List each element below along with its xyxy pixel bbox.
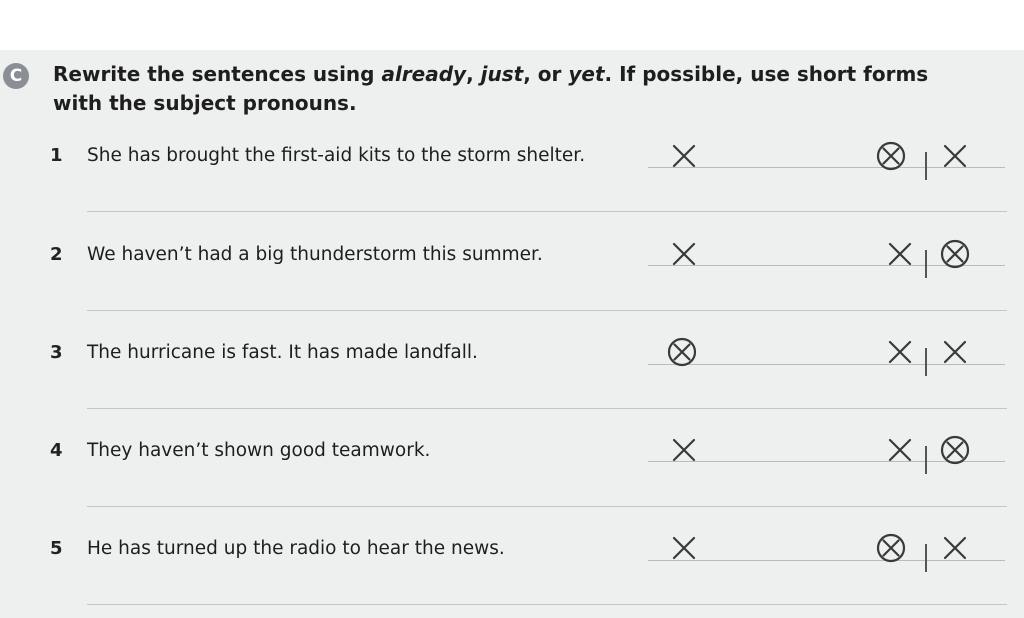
item-3-divider bbox=[925, 348, 927, 376]
x-icon bbox=[885, 337, 915, 367]
item-3-mark-2 bbox=[885, 337, 915, 367]
instruction-part-2: . If possible, use short forms with the subject pronouns. bbox=[53, 62, 929, 115]
item-3-mark-1 bbox=[667, 337, 697, 367]
item-4-divider bbox=[925, 446, 927, 474]
answer-line-second[interactable] bbox=[87, 506, 1007, 507]
keyword-just: just bbox=[480, 62, 524, 86]
instruction-text bbox=[53, 60, 953, 118]
item-1-mark-1 bbox=[669, 141, 699, 171]
keyword-already: already bbox=[381, 62, 467, 86]
item-1-mark-3 bbox=[940, 141, 970, 171]
item-sentence: They haven’t shown good teamwork. bbox=[87, 440, 431, 461]
answer-line-second[interactable] bbox=[87, 604, 1007, 605]
item-3-mark-3 bbox=[940, 337, 970, 367]
item-sentence: We haven’t had a big thunderstorm this summer. bbox=[87, 244, 543, 265]
answer-line-second[interactable] bbox=[87, 408, 1007, 409]
item-4-mark-1 bbox=[669, 435, 699, 465]
answer-line-second[interactable] bbox=[87, 211, 1007, 212]
item-number: 5 bbox=[50, 538, 63, 559]
x-icon bbox=[669, 533, 699, 563]
x-icon bbox=[940, 533, 970, 563]
x-icon bbox=[940, 141, 970, 171]
item-sentence: He has turned up the radio to hear the news. bbox=[87, 538, 505, 559]
circled-x-icon bbox=[876, 141, 906, 171]
item-5-mark-2 bbox=[876, 533, 906, 563]
x-icon bbox=[669, 239, 699, 269]
item-5-mark-1 bbox=[669, 533, 699, 563]
item-number: 1 bbox=[50, 145, 63, 166]
x-icon bbox=[885, 435, 915, 465]
item-1-mark-2 bbox=[876, 141, 906, 171]
circled-x-icon bbox=[940, 239, 970, 269]
item-1-divider bbox=[925, 152, 927, 180]
x-icon bbox=[940, 337, 970, 367]
instruction-separator-2: , or bbox=[523, 62, 569, 86]
item-number: 4 bbox=[50, 440, 63, 461]
item-sentence: The hurricane is fast. It has made landfall. bbox=[87, 342, 478, 363]
item-4-mark-3 bbox=[940, 435, 970, 465]
instruction-separator-1: , bbox=[466, 62, 481, 86]
worksheet-panel bbox=[0, 50, 1024, 618]
circled-x-icon bbox=[940, 435, 970, 465]
item-4-mark-2 bbox=[885, 435, 915, 465]
item-number: 3 bbox=[50, 342, 63, 363]
item-sentence: She has brought the first-aid kits to the storm shelter. bbox=[87, 145, 586, 166]
section-badge: C bbox=[3, 63, 29, 89]
x-icon bbox=[669, 141, 699, 171]
answer-line-second[interactable] bbox=[87, 310, 1007, 311]
item-2-mark-3 bbox=[940, 239, 970, 269]
item-number: 2 bbox=[50, 244, 63, 265]
circled-x-icon bbox=[667, 337, 697, 367]
item-2-mark-2 bbox=[885, 239, 915, 269]
x-icon bbox=[669, 435, 699, 465]
item-2-divider bbox=[925, 250, 927, 278]
circled-x-icon bbox=[876, 533, 906, 563]
instruction-part-1: Rewrite the sentences using bbox=[53, 62, 382, 86]
item-5-divider bbox=[925, 544, 927, 572]
item-5-mark-3 bbox=[940, 533, 970, 563]
x-icon bbox=[885, 239, 915, 269]
item-2-mark-1 bbox=[669, 239, 699, 269]
keyword-yet: yet bbox=[568, 62, 605, 86]
